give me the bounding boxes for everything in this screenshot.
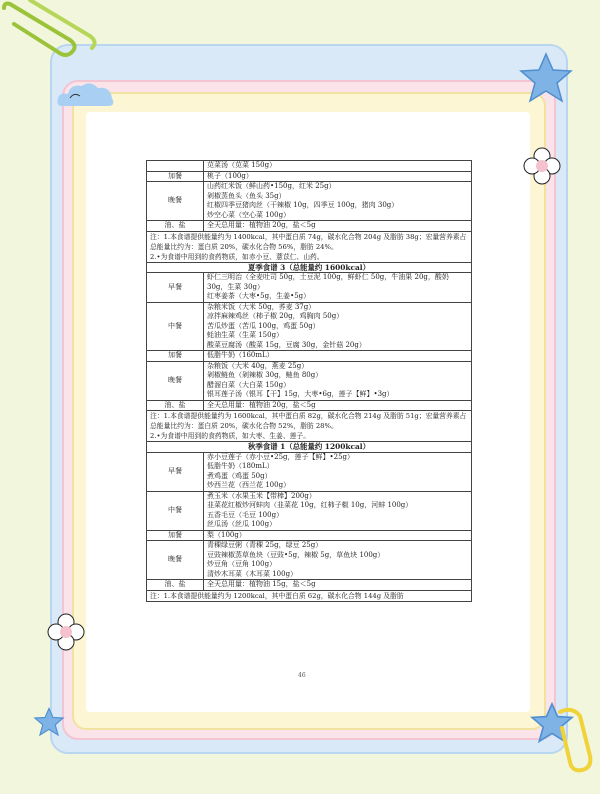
paperclip-icon <box>0 0 110 70</box>
table-row <box>147 273 472 303</box>
dish-line: 低脂牛奶（160mL） <box>207 351 274 359</box>
dish-line: 青稞绿豆粥（青稞 25g，绿豆 25g） <box>207 541 323 549</box>
dish-cell <box>204 273 472 303</box>
meal-cell: 加餐 <box>147 530 204 541</box>
table-row <box>147 171 472 182</box>
flower-icon <box>46 612 86 652</box>
table-row <box>147 302 472 351</box>
meal-cell: 油、盐 <box>147 400 204 411</box>
dish-line: 醋溜白菜（大白菜 150g） <box>207 380 291 389</box>
dish-cell <box>204 400 472 411</box>
note-row <box>147 590 472 601</box>
diet-table <box>146 160 472 602</box>
meal-cell: 晚餐 <box>147 361 204 400</box>
note-line: 注：1.本食谱提供能量约为 1600kcal，其中蛋白质 82g，碳水化合物 214g 及脂肪 51g；宏量营养素占总能量比约为：蛋白质 20%，碳水化合物 52%，脂肪 28%。 <box>150 412 467 430</box>
dish-cell <box>204 361 472 400</box>
dish-line: 赤小豆莲子（赤小豆•25g，莲子【鲜】•25g） <box>207 452 355 461</box>
dish-cell <box>204 580 472 591</box>
meal-cell: 油、盐 <box>147 221 204 232</box>
winter-rows <box>147 171 472 231</box>
note-line: 注：1.本食谱提供能量约为 1200kcal，其中蛋白质 62g，碳水化合物 144g 及脂肪 <box>150 591 404 600</box>
dish-line: 煮玉米（水果玉米【带棒】200g） <box>207 491 316 500</box>
table-row <box>147 491 472 530</box>
dish-line: 山药红米饭（鲜山药•150g，红米 25g） <box>207 182 336 190</box>
table-row <box>147 530 472 541</box>
table-row <box>147 400 472 411</box>
dish-cell <box>204 161 472 172</box>
note-cell <box>147 231 472 262</box>
note-cell <box>147 411 472 442</box>
dish-cell <box>204 221 472 232</box>
dish-line: 清炒木耳菜（木耳菜 100g） <box>207 569 298 578</box>
table-row <box>147 541 472 580</box>
paperclip-icon <box>550 706 600 776</box>
meal-cell: 中餐 <box>147 302 204 351</box>
dish-line: 杂粮米饭（大米 50g，荞麦 37g） <box>207 302 316 311</box>
dish-cell <box>204 530 472 541</box>
page-number: 46 <box>298 672 306 679</box>
dish-cell <box>204 491 472 530</box>
table-row <box>147 221 472 232</box>
dish-line: 凉拌麻辣鸡丝（柿子椒 20g，鸡胸肉 50g） <box>207 312 344 320</box>
table-row <box>147 182 472 221</box>
meal-cell: 加餐 <box>147 351 204 362</box>
star-icon <box>516 50 576 106</box>
autumn-rows <box>147 452 472 590</box>
dish-cell <box>204 541 472 580</box>
dish-cell <box>204 171 472 182</box>
dish-line: 苋菜汤（苋菜 150g） <box>207 161 277 169</box>
dish-line: 炒西兰花（西兰花 100g） <box>207 481 291 489</box>
flower-icon <box>522 146 562 186</box>
meal-cell: 晚餐 <box>147 541 204 580</box>
section-title: 秋季食谱 1（总能量约 1200kcal） <box>147 442 472 453</box>
section-title-row <box>147 442 472 453</box>
dish-line: 苦瓜炒蛋（苦瓜 100g，鸡蛋 50g） <box>207 321 320 330</box>
table-row <box>147 452 472 491</box>
dish-line: 炒空心菜（空心菜 100g） <box>207 210 291 219</box>
table-row <box>147 351 472 362</box>
note-line: 2.•为食谱中用到的食药物质，如大枣、生姜、莲子。 <box>150 432 311 440</box>
meal-cell <box>147 161 204 172</box>
dish-line: 银耳莲子汤（银耳【干】15g，大枣•6g，莲子【鲜】•3g） <box>207 390 394 398</box>
star-icon <box>32 706 66 738</box>
section-title-row <box>147 262 472 273</box>
dish-line: 五香毛豆（毛豆 100g） <box>207 510 284 519</box>
dish-line: 虾仁三明治（全麦吐司 50g，土豆泥 100g，鲜虾仁 50g，牛油果 20g，酸奶 30g，生菜 30g） <box>207 273 449 291</box>
dish-line: 酸菜豆腐汤（酸菜 15g，豆腐 30g，金针菇 20g） <box>207 340 366 349</box>
meal-cell: 中餐 <box>147 491 204 530</box>
section-title: 夏季食谱 3（总能量约 1600kcal） <box>147 262 472 273</box>
table-row <box>147 161 472 172</box>
note-line: 注：1.本食谱提供能量约为 1400kcal，其中蛋白质 74g，碳水化合物 204g 及脂肪 38g；宏量营养素占总能量比约为：蛋白质 20%，碳水化合物 56%，脂肪 24%。 <box>150 232 467 251</box>
dish-cell <box>204 452 472 491</box>
dish-line: 丝瓜汤（丝瓜 100g） <box>207 520 277 528</box>
dish-line: 全天总用量：植物油 20g，盐＜5g <box>207 400 316 409</box>
dish-line: 剁椒蒸鱼头（鱼头 35g） <box>207 191 286 200</box>
meal-cell: 晚餐 <box>147 182 204 221</box>
note-cell <box>147 590 472 601</box>
meal-cell: 油、盐 <box>147 580 204 591</box>
note-row <box>147 231 472 262</box>
dish-cell <box>204 351 472 362</box>
dish-line: 低脂牛奶（180mL） <box>207 462 274 470</box>
dish-line: 蚝油生菜（生菜 150g） <box>207 331 284 339</box>
dish-cell <box>204 302 472 351</box>
dish-line: 杂粮饭（大米 40g，燕麦 25g） <box>207 361 309 370</box>
meal-cell: 早餐 <box>147 452 204 491</box>
dish-line: 剁椒鲢鱼（剁辣椒 30g，鲢鱼 80g） <box>207 371 323 379</box>
summer-rows <box>147 273 472 411</box>
dish-line: 豆豉辣椒蒸草鱼块（豆豉•5g，辣椒 5g，草鱼块 100g） <box>207 550 385 559</box>
note-line: 2.•为食谱中用到的食药物质，如赤小豆、薏苡仁、山药。 <box>150 252 324 261</box>
dish-cell <box>204 182 472 221</box>
dish-line: 桃子（100g） <box>207 171 253 180</box>
dish-line: 炒豆角（豆角 100g） <box>207 560 277 568</box>
dish-line: 煮鸡蛋（鸡蛋 50g） <box>207 471 272 480</box>
dish-line: 全天总用量：植物油 20g，盐＜5g <box>207 221 316 229</box>
meal-cell: 加餐 <box>147 171 204 182</box>
table-row <box>147 361 472 400</box>
dish-line: 红椒四季豆猪肉丝（干辣椒 10g，四季豆 100g，猪肉 30g） <box>207 201 399 209</box>
table-row <box>147 580 472 591</box>
note-row <box>147 411 472 442</box>
dish-line: 梨（100g） <box>207 530 246 539</box>
meal-cell: 早餐 <box>147 273 204 303</box>
cloud-icon <box>54 78 118 112</box>
dish-line: 韭菜花红椒炒河蚌肉（韭菜花 10g，红柿子椒 10g，河蚌 100g） <box>207 501 413 509</box>
dish-line: 全天总用量：植物油 15g，盐＜5g <box>207 580 316 588</box>
dish-line: 红枣姜茶（大枣•5g，生姜•5g） <box>207 292 311 300</box>
